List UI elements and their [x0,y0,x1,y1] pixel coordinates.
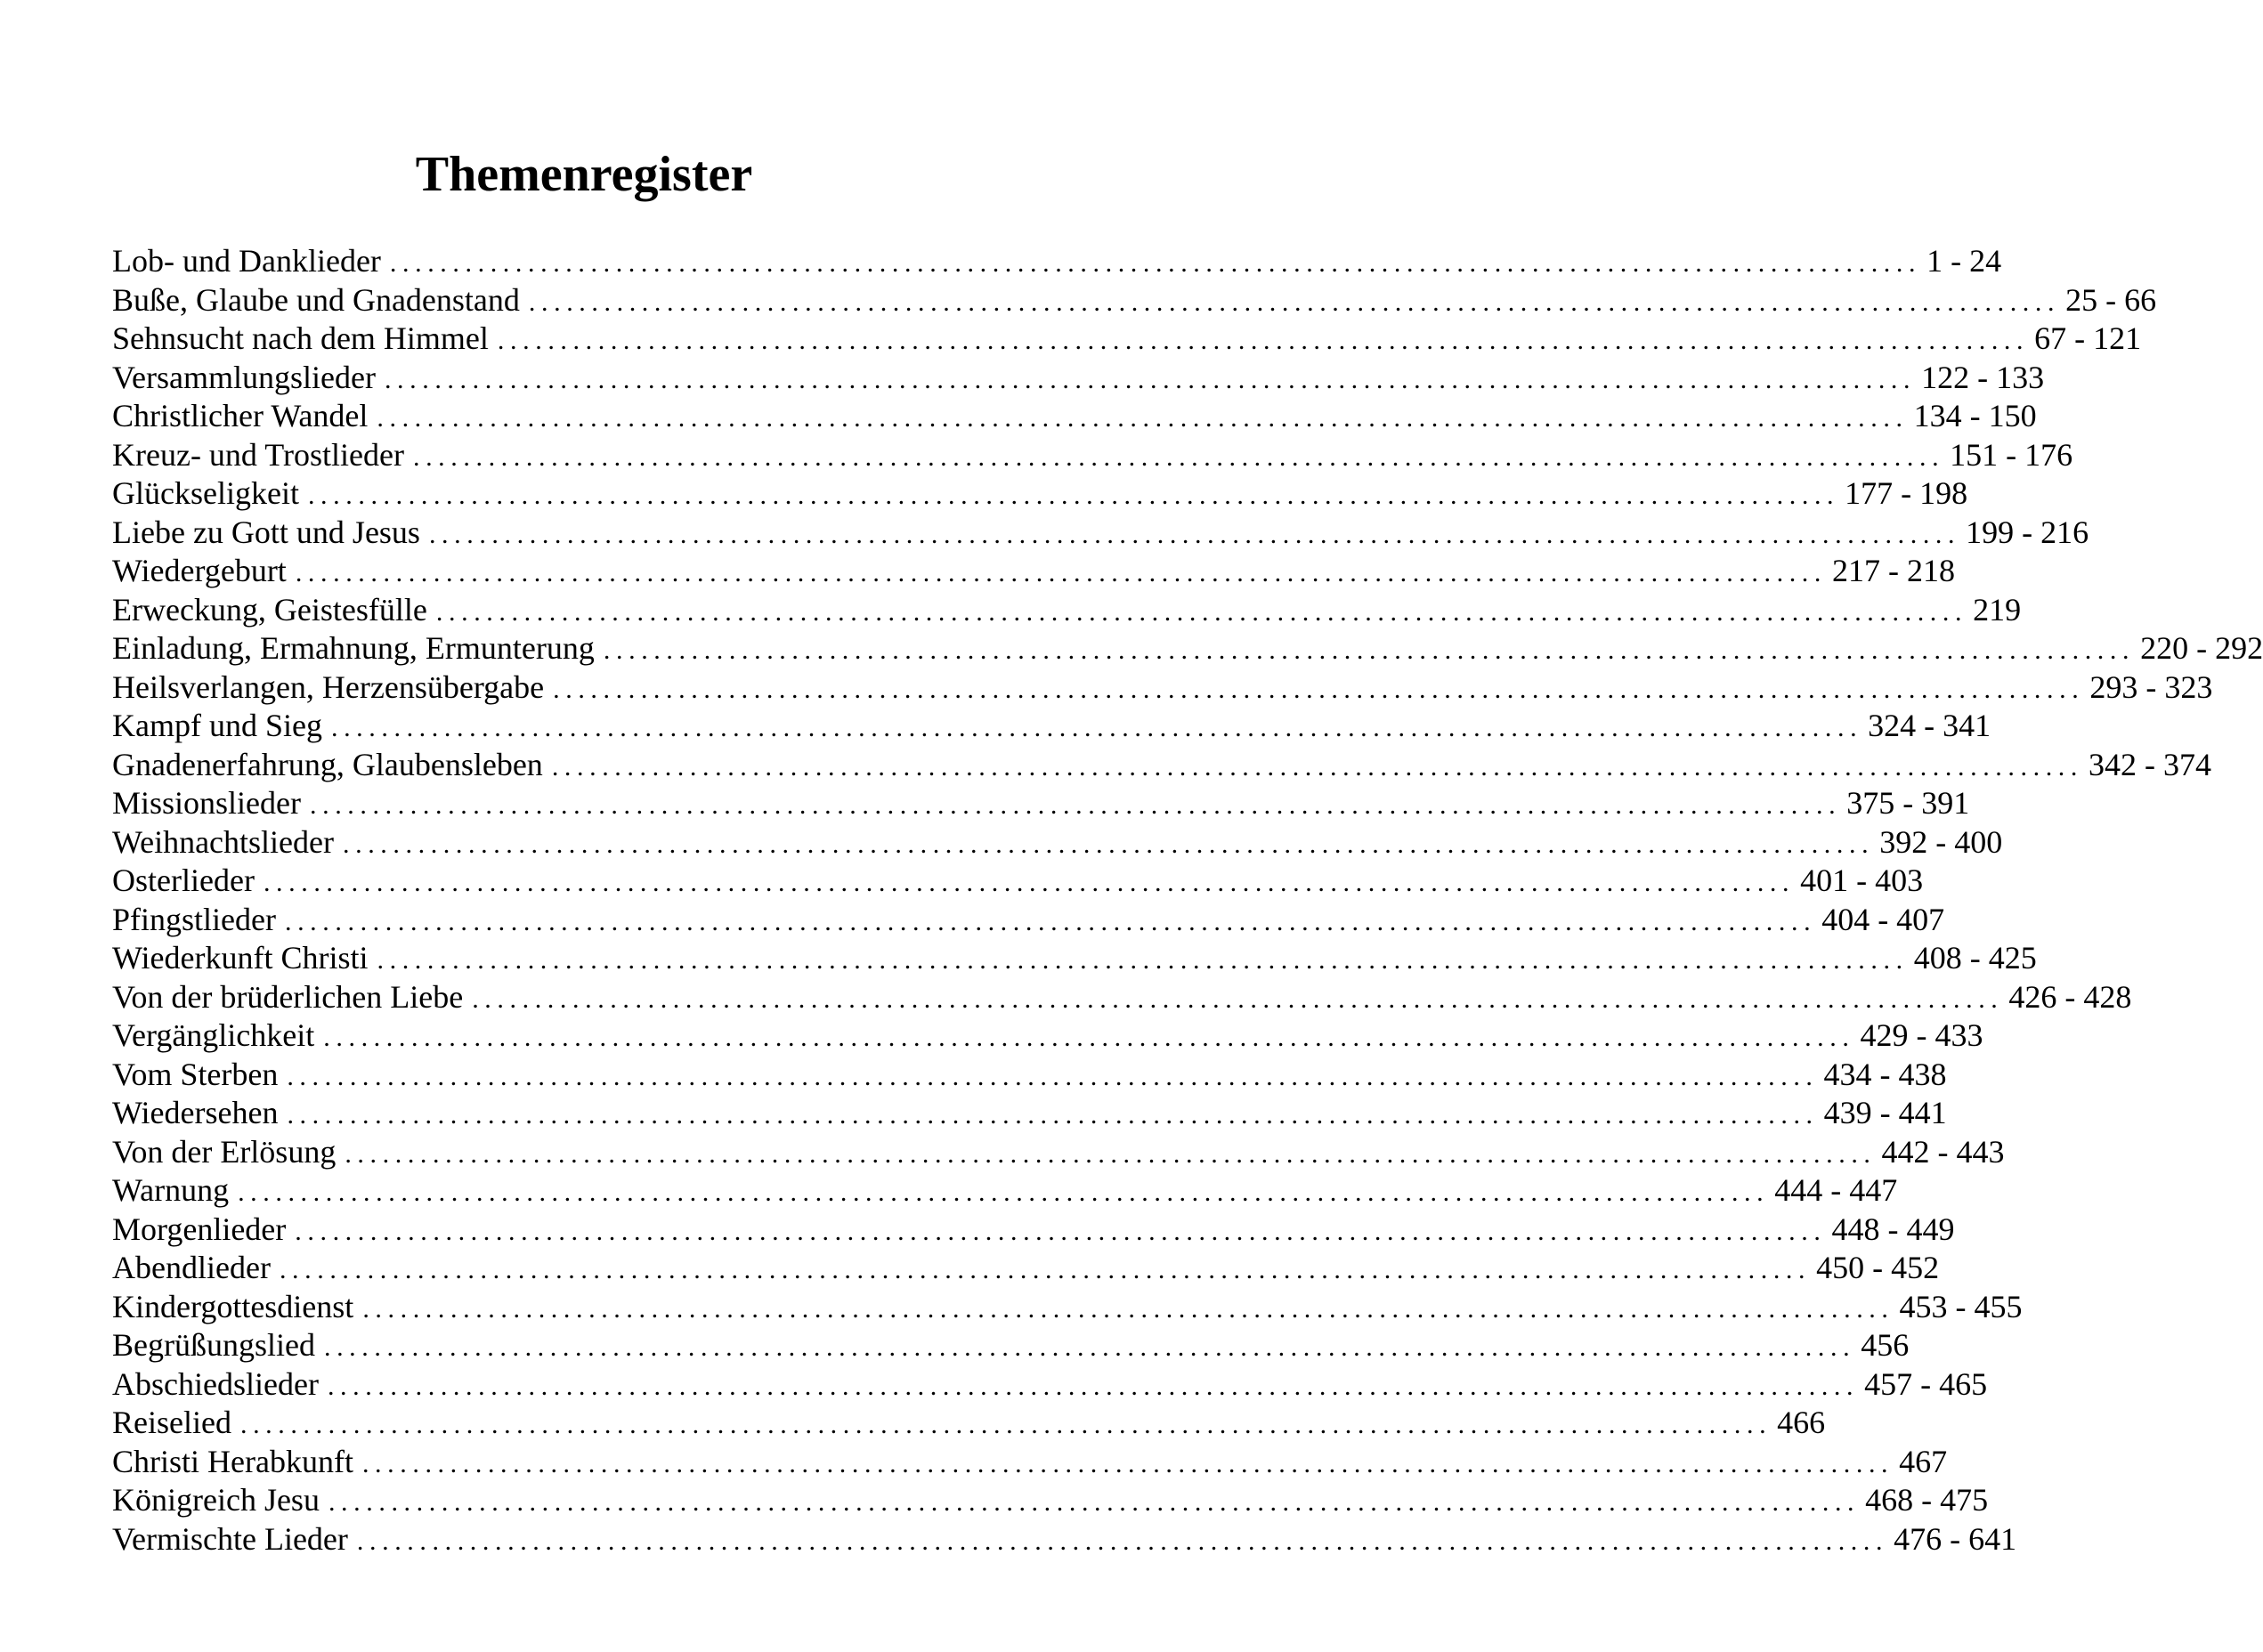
entry-pages: 439 - 441 [1823,1095,1947,1130]
index-entry [112,242,2002,281]
index-entry [112,784,1970,823]
entry-label: Warnung [112,1172,230,1208]
index-entry [112,707,1991,746]
entry-label: Vom Sterben [112,1056,279,1092]
entry-pages: 217 - 218 [1832,553,1956,588]
entry-label: Versammlungslieder [112,359,376,395]
dot-leader: .......................................................................................................................... [307,481,1840,510]
dot-leader: .......................................................................................................................... [528,287,2061,317]
index-entry [112,320,2142,359]
entry-label: Wiedersehen [112,1095,279,1130]
entry-label: Christlicher Wandel [112,398,369,433]
dot-leader: .......................................................................................................................... [497,326,2030,355]
index-entry [112,823,2003,862]
index-entry [112,901,1945,940]
entry-pages: 375 - 391 [1846,785,1970,821]
dot-leader: .......................................................................................................................... [284,906,1817,936]
entry-pages: 453 - 455 [1899,1288,2023,1324]
dot-leader: .......................................................................................................................... [263,868,1796,897]
entry-label: Wiedergeburt [112,553,287,588]
entry-pages: 468 - 475 [1865,1482,1989,1518]
entry-label: Christi Herabkunft [112,1443,353,1479]
dot-leader: .......................................................................................................................... [362,1293,1894,1324]
index-entry [112,1056,1947,1095]
entry-pages: 199 - 216 [1966,514,2089,550]
entry-label: Morgenlieder [112,1211,287,1247]
index-entry [112,746,2212,785]
index-entry [112,552,1956,591]
entry-pages: 219 [1973,591,2022,628]
index-entry [112,1016,1983,1056]
entry-pages: 392 - 400 [1879,823,2003,860]
entry-pages: 429 - 433 [1860,1017,1983,1053]
entry-pages: 434 - 438 [1823,1056,1947,1092]
dot-leader: .......................................................................................................................... [377,945,1909,975]
dot-leader: .......................................................................................................................... [343,829,1875,859]
entry-pages: 426 - 428 [2008,978,2132,1015]
dot-leader: .......................................................................................................................... [238,1178,1770,1207]
entry-label: Einladung, Ermahnung, Ermunterung [112,630,595,666]
index-entry [112,1211,1955,1250]
entry-pages: 450 - 452 [1816,1250,1940,1285]
entry-label: Von der brüderlichen Liebe [112,978,464,1015]
entry-label: Erweckung, Geistesfülle [112,591,427,628]
dot-leader: .......................................................................................................................... [295,558,1828,587]
dot-leader: .......................................................................................................................... [345,1138,1877,1169]
index-entry [112,397,2037,436]
index-entry [112,474,1968,514]
entry-label: Sehnsucht nach dem Himmel [112,320,489,356]
dot-leader: .......................................................................................................................... [310,790,1842,820]
entry-pages: 122 - 133 [1921,359,2045,395]
entry-label: Kreuz- und Trostlieder [112,436,404,473]
index-entry [112,1443,1948,1482]
entry-pages: 1 - 24 [1926,243,2002,279]
index-entry [112,591,2022,630]
entry-pages: 324 - 341 [1868,708,1991,743]
entry-label: Weihnachtslieder [112,823,334,860]
entry-label: Königreich Jesu [112,1482,320,1518]
index-entry [112,668,2213,708]
entry-label: Missionslieder [112,785,301,821]
entry-pages: 456 [1861,1327,1910,1363]
entry-pages: 151 - 176 [1950,436,2073,473]
dot-leader: .......................................................................................................................... [435,596,1968,627]
dot-leader: .......................................................................................................................... [323,1332,1856,1362]
entry-label: Kindergottesdienst [112,1288,354,1324]
index-entry [112,978,2132,1017]
dot-leader: .......................................................................................................................... [239,1410,1772,1439]
index-entry [112,862,1924,901]
entry-pages: 457 - 465 [1864,1365,1988,1402]
entry-pages: 220 - 292 [2140,630,2263,666]
dot-leader: .......................................................................................................................... [356,1526,1889,1556]
entry-label: Reiselied [112,1405,231,1440]
index-entry [112,629,2263,668]
dot-leader: .......................................................................................................................... [295,1216,1827,1246]
index-entry [112,1404,1826,1443]
dot-leader: .......................................................................................................................... [327,1371,1860,1401]
dot-leader: .......................................................................................................................... [287,1100,1819,1130]
entry-pages: 404 - 407 [1821,901,1945,937]
entry-label: Buße, Glaube und Gnadenstand [112,281,520,318]
index-entry [112,514,2089,553]
dot-leader: .......................................................................................................................... [384,364,1917,394]
entry-pages: 177 - 198 [1845,475,1968,511]
dot-leader: .......................................................................................................................... [428,519,1961,549]
entry-pages: 448 - 449 [1831,1211,1955,1247]
entry-pages: 134 - 150 [1913,398,2037,433]
entry-label: Kampf und Sieg [112,708,322,743]
index-entry [112,1171,1898,1211]
index-entry [112,359,2045,398]
dot-leader: .......................................................................................................................... [472,984,2004,1014]
index-entry [112,436,2073,475]
index-entry [112,1326,1910,1365]
page-title: Themenregister [415,146,753,202]
index-entry [112,1133,2005,1172]
entry-label: Glückseligkeit [112,475,299,511]
dot-leader: .......................................................................................................................... [361,1448,1894,1478]
dot-leader: .......................................................................................................................... [279,1255,1812,1284]
entry-label: Von der Erlösung [112,1133,337,1170]
dot-leader: .......................................................................................................................... [287,1061,1819,1091]
entry-pages: 25 - 66 [2065,281,2157,318]
entry-label: Liebe zu Gott und Jesus [112,514,420,550]
dot-leader: .......................................................................................................................... [553,674,2085,704]
index-entry [112,281,2157,320]
dot-leader: .......................................................................................................................... [412,441,1945,472]
index-entry [112,1094,1947,1133]
entry-label: Vergänglichkeit [112,1017,315,1053]
dot-leader: .......................................................................................................................... [551,751,2084,781]
index-entry [112,1481,1989,1520]
dot-leader: .......................................................................................................................... [328,1487,1861,1517]
entry-label: Begrüßungslied [112,1327,315,1363]
entry-label: Wiederkunft Christi [112,940,369,976]
dot-leader: .......................................................................................................................... [603,636,2136,665]
entry-pages: 466 [1777,1405,1826,1440]
entry-label: Abschiedslieder [112,1365,319,1402]
index-entry [112,939,2037,978]
index-entry [112,1288,2023,1327]
entry-label: Vermischte Lieder [112,1520,348,1557]
entry-pages: 444 - 447 [1774,1172,1898,1208]
entry-pages: 408 - 425 [1913,940,2037,976]
entry-label: Heilsverlangen, Herzensübergabe [112,668,545,705]
entry-pages: 293 - 323 [2089,668,2213,705]
entry-label: Abendlieder [112,1250,271,1285]
dot-leader: .......................................................................................................................... [377,403,1909,433]
entry-pages: 401 - 403 [1800,862,1924,898]
topic-index [112,242,2263,1559]
dot-leader: .......................................................................................................................... [323,1023,1855,1052]
entry-label: Gnadenerfahrung, Glaubensleben [112,746,543,782]
index-entry [112,1365,1988,1405]
index-entry [112,1249,1940,1288]
index-entry [112,1520,2017,1559]
entry-label: Osterlieder [112,862,255,898]
entry-label: Pfingstlieder [112,901,276,937]
entry-pages: 67 - 121 [2034,320,2142,356]
entry-label: Lob- und Danklieder [112,243,381,279]
entry-pages: 342 - 374 [2089,746,2212,782]
dot-leader: .......................................................................................................................... [330,713,1863,742]
entry-pages: 467 [1899,1443,1948,1479]
entry-pages: 442 - 443 [1881,1133,2005,1170]
entry-pages: 476 - 641 [1894,1520,2017,1557]
dot-leader: .......................................................................................................................... [389,248,1922,278]
